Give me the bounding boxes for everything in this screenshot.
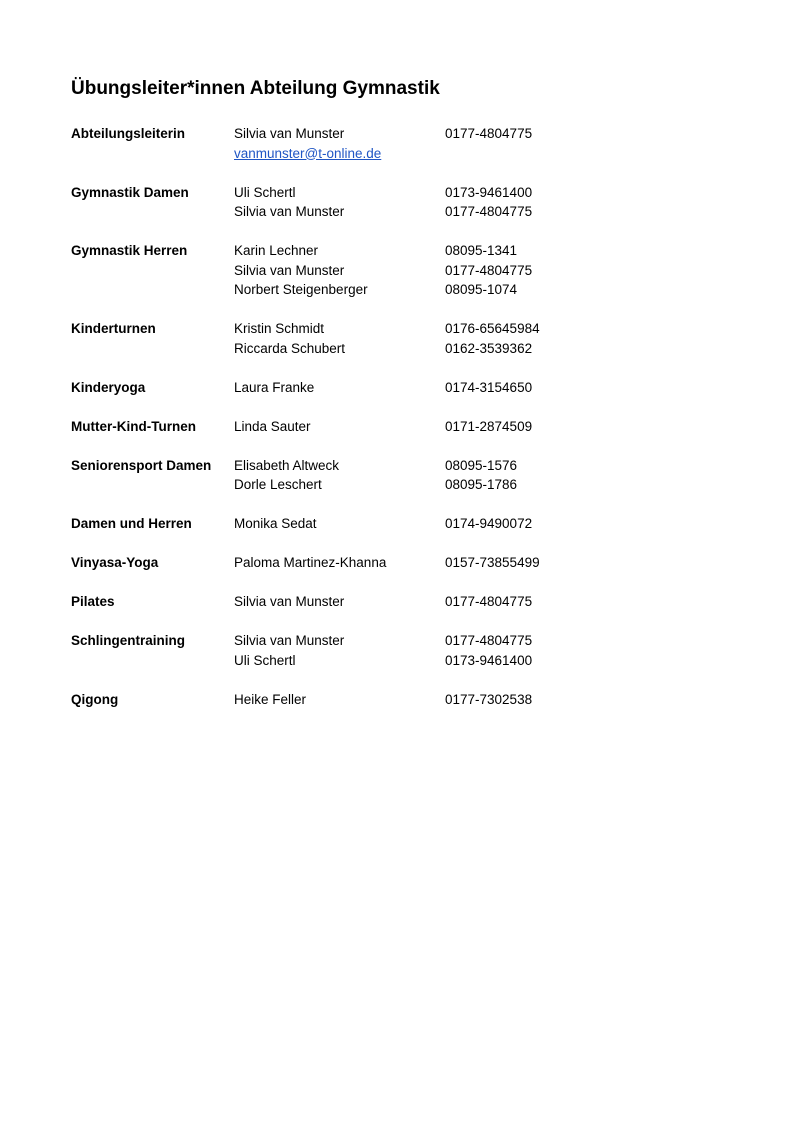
section-label: Gymnastik Damen [71,184,189,200]
staff-row [71,651,631,671]
section-label: Damen und Herren [71,516,192,531]
department-section [71,514,631,534]
phone-number: 0177-4804775 [445,262,533,278]
section-label: Mutter-Kind-Turnen [71,418,196,434]
staff-row [71,475,631,495]
staff-row [71,241,631,261]
phone-number: 0157-73855499 [445,555,540,570]
instructor-name: Elisabeth Altweck [234,457,340,473]
section-label: Abteilungsleiterin [71,126,186,141]
empty-phone [445,144,631,164]
department-section [71,241,631,300]
instructor-name: Linda Sauter [234,418,311,434]
phone-number: 0176-65645984 [445,321,540,336]
phone-number: 0177-4804775 [445,594,533,609]
phone-number: 0173-9461400 [445,184,533,200]
department-section [71,183,631,222]
department-section [71,319,631,358]
instructor-name: Karin Lechner [234,243,319,258]
instructor-name: Paloma Martinez-Khanna [234,555,387,570]
staff-row [71,690,631,710]
instructor-name: Silvia van Munster [234,204,345,219]
instructor-name: Kristin Schmidt [234,321,325,336]
instructor-name: Silvia van Munster [234,594,345,609]
staff-row [71,553,631,573]
page-title: Übungsleiter*innen Abteilung Gymnastik [71,78,440,99]
section-label: Pilates [71,594,115,609]
section-label [71,339,234,359]
staff-row [71,378,631,398]
phone-number: 0162-3539362 [445,340,533,356]
email-cell [234,144,445,164]
section-label: Gymnastik Herren [71,243,188,258]
section-label [71,651,234,671]
section-label [71,280,234,300]
instructor-name: Dorle Leschert [234,477,322,492]
staff-row [71,514,631,534]
phone-number: 08095-1786 [445,477,518,492]
staff-row [71,183,631,203]
department-section [71,124,631,163]
phone-number: 08095-1341 [445,243,518,258]
staff-row [71,417,631,437]
section-label: Vinyasa-Yoga [71,555,159,570]
staff-row [71,124,631,144]
section-label: Qigong [71,691,119,707]
instructor-name: Laura Franke [234,379,315,395]
staff-row [71,592,631,612]
staff-row [71,319,631,339]
department-section [71,378,631,398]
section-label [71,475,234,495]
staff-row [71,456,631,476]
email-row [71,144,631,164]
phone-number: 0174-9490072 [445,516,533,531]
department-section [71,690,631,710]
staff-row [71,631,631,651]
instructor-name: Norbert Steigenberger [234,282,368,297]
section-label [71,261,234,281]
phone-number: 0177-7302538 [445,691,533,707]
phone-number: 0177-4804775 [445,126,533,141]
department-section [71,417,631,437]
instructor-name: Heike Feller [234,691,307,707]
phone-number: 0177-4804775 [445,204,533,219]
phone-number: 0171-2874509 [445,418,533,434]
instructor-name: Uli Schertl [234,184,296,200]
phone-number: 08095-1074 [445,282,518,297]
phone-number: 0173-9461400 [445,652,533,668]
section-label: Schlingentraining [71,633,186,648]
phone-number: 0177-4804775 [445,633,533,648]
instructor-name: Riccarda Schubert [234,340,346,356]
section-label: Kinderyoga [71,379,146,395]
instructor-name: Silvia van Munster [234,633,345,648]
department-section [71,456,631,495]
staff-row [71,202,631,222]
instructor-name: Silvia van Munster [234,126,345,141]
department-section [71,553,631,573]
phone-number: 0174-3154650 [445,379,533,395]
section-label: Kinderturnen [71,321,156,336]
instructor-name: Uli Schertl [234,652,296,668]
staff-list [71,124,631,729]
department-section [71,592,631,612]
instructor-name: Silvia van Munster [234,262,345,278]
phone-number: 08095-1576 [445,457,518,473]
staff-row [71,339,631,359]
section-label [71,202,234,222]
section-label: Seniorensport Damen [71,457,212,473]
department-section [71,631,631,670]
email-link[interactable]: vanmunster@t-online.de [234,145,382,161]
staff-row [71,261,631,281]
empty-label [71,144,234,164]
staff-row [71,280,631,300]
instructor-name: Monika Sedat [234,516,317,531]
